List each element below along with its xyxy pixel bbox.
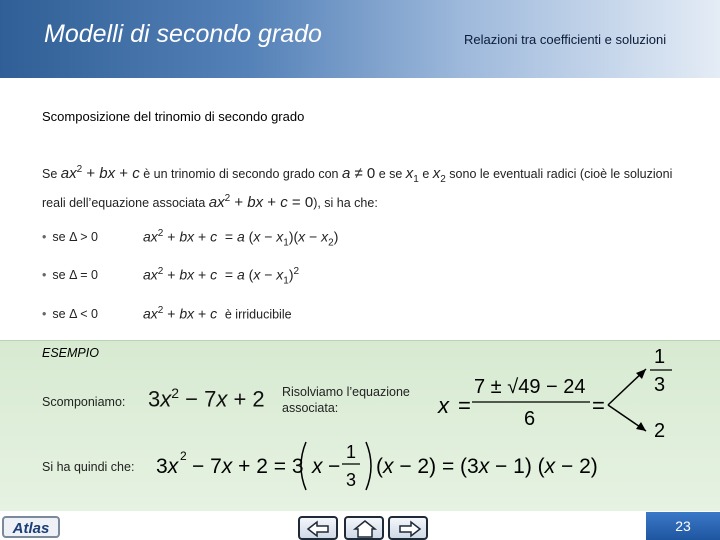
- case-condition: • se Δ < 0: [42, 307, 98, 321]
- svg-text:− 7x + 2 = 3: − 7x + 2 = 3: [192, 455, 304, 478]
- conclusion-label: Si ha quindi che:: [42, 460, 135, 474]
- svg-text:7 ± √49 − 24: 7 ± √49 − 24: [474, 376, 586, 398]
- case-condition: • se Δ = 0: [42, 268, 98, 282]
- svg-text:6: 6: [524, 408, 536, 430]
- svg-text:−: −: [328, 455, 341, 478]
- page-number: 23: [646, 512, 720, 540]
- page-subtitle: Relazioni tra coefficienti e soluzioni: [464, 32, 667, 47]
- svg-text:=: =: [458, 393, 471, 418]
- page-title: Modelli di secondo grado: [44, 20, 322, 48]
- previous-button[interactable]: [298, 516, 338, 540]
- svg-text:x: x: [438, 393, 449, 418]
- case-formula: $ax^2$ + bx + c è irriducibile: [143, 305, 292, 322]
- case-condition: • se Δ > 0: [42, 230, 98, 244]
- arrow-right-icon: [396, 520, 422, 538]
- case-formula: $ax^2$ + bx + c = a $(x - x_1)^2$: [143, 266, 300, 287]
- section-title: Scomposizione del trinomio di secondo grado: [42, 109, 305, 124]
- home-button[interactable]: [344, 516, 384, 540]
- example-trinomial: $3x^2 - 7x + 2$: [148, 385, 265, 412]
- home-icon: [352, 520, 378, 538]
- svg-text:=: =: [592, 393, 605, 418]
- decompose-label: Scomponiamo:: [42, 395, 126, 409]
- factored-equation: [156, 436, 598, 496]
- svg-text:x: x: [312, 455, 323, 478]
- svg-text:3x: 3x: [156, 455, 179, 478]
- intro-paragraph: Se $ax^2$ + bx + c è un trinomio di secondo grado con a ≠ 0 e se $x_1$ e $x_2$ sono le eventuali radici (cioè le soluzioni reali dell’equazione associata $ax^2$ + bx + c = 0), si ha che:: [42, 164, 673, 211]
- example-label: ESEMPIO: [42, 346, 99, 360]
- svg-text:1: 1: [346, 442, 357, 462]
- next-button[interactable]: [388, 516, 428, 540]
- case-formula: $ax^2$ + bx + c = a $(x - x_1)(x - x_2)$: [143, 228, 339, 249]
- svg-text:2: 2: [180, 449, 187, 463]
- svg-text:3: 3: [654, 374, 666, 396]
- quadratic-formula: [432, 345, 692, 445]
- svg-text:1: 1: [654, 346, 666, 368]
- arrow-left-icon: [306, 520, 332, 538]
- svg-text:(x − 2) = (3x − 1) (x − 2): (x − 2) = (3x − 1) (x − 2): [376, 455, 598, 478]
- svg-text:3: 3: [346, 470, 357, 490]
- solve-label: Risolviamo l’equazione associata:: [282, 385, 410, 415]
- svg-text:2: 2: [654, 420, 666, 442]
- atlas-logo: Atlas: [2, 516, 60, 538]
- header-bar: [0, 0, 720, 78]
